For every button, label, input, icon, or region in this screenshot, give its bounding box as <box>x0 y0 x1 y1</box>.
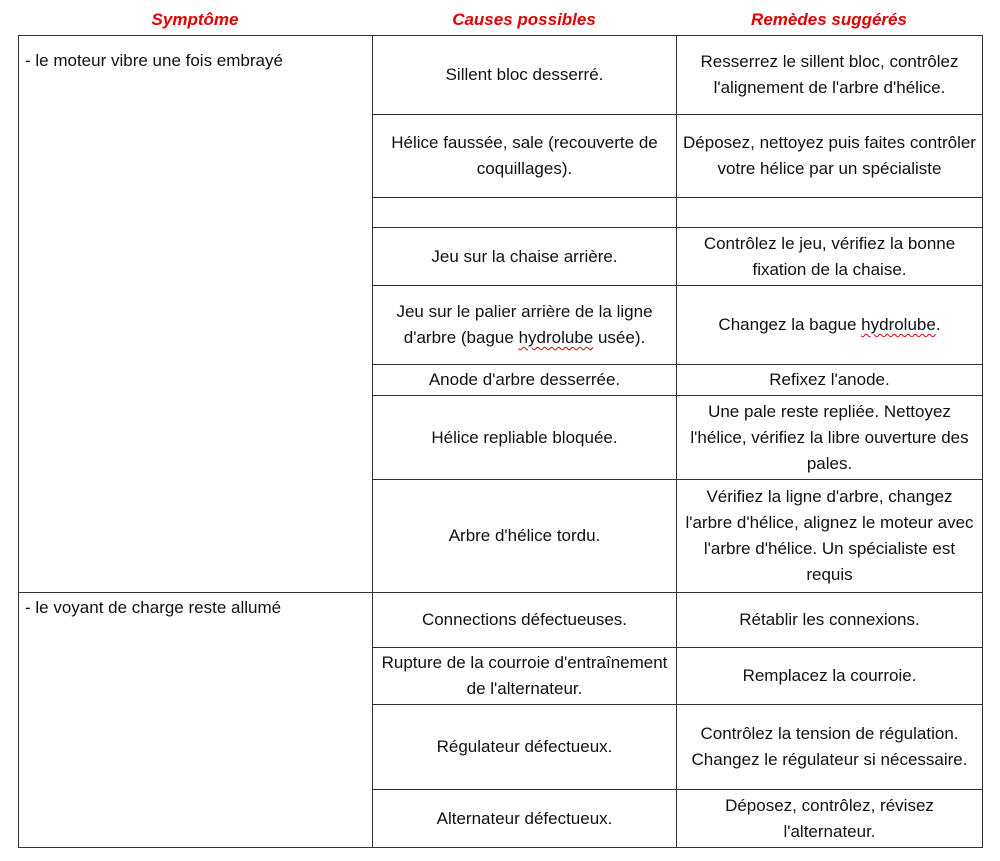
troubleshooting-table <box>18 35 983 848</box>
table-row <box>19 36 983 115</box>
cause-cell <box>373 198 677 228</box>
cause-cell: Alternateur défectueux. <box>373 790 677 848</box>
remedy-cell <box>677 198 983 228</box>
symptom-text: - le voyant de charge reste allumé <box>25 598 282 617</box>
cause-cell: Connections défectueuses. <box>373 593 677 648</box>
cause-cell <box>373 286 677 365</box>
header-remedies: Remèdes suggérés <box>751 10 907 29</box>
header-symptom: Symptôme <box>151 10 239 29</box>
remedy-cell: Contrôlez le jeu, vérifiez la bonne fixation de la chaise. <box>677 228 983 286</box>
spellcheck-word: hydrolube <box>861 315 936 334</box>
remedy-cell: Une pale reste repliée. Nettoyez l'hélice, vérifiez la libre ouverture des pales. <box>677 396 983 480</box>
remedy-cell: Refixez l'anode. <box>677 365 983 396</box>
spellcheck-word: hydrolube <box>518 328 594 347</box>
remedy-cell: Remplacez la courroie. <box>677 648 983 705</box>
symptom-cell <box>19 593 373 848</box>
cause-cell: Régulateur défectueux. <box>373 705 677 790</box>
remedy-cell: Rétablir les connexions. <box>677 593 983 648</box>
cause-cell: Rupture de la courroie d'entraînement de l'alternateur. <box>373 648 677 705</box>
cause-text: Jeu sur le palier arrière de la ligne d'arbre (bague <box>396 302 653 347</box>
symptom-text: - le moteur vibre une fois embrayé <box>25 51 283 70</box>
remedy-cell: Vérifiez la ligne d'arbre, changez l'arbre d'hélice, alignez le moteur avec l'arbre d'hélice. Un spécialiste est requis <box>677 480 983 593</box>
remedy-cell: Contrôlez la tension de régulation. Changez le régulateur si nécessaire. <box>677 705 983 790</box>
cause-cell: Hélice faussée, sale (recouverte de coquillages). <box>373 115 677 198</box>
header-causes: Causes possibles <box>452 10 596 29</box>
remedy-cell: Resserrez le sillent bloc, contrôlez l'alignement de l'arbre d'hélice. <box>677 36 983 115</box>
cause-text: usée). <box>593 328 646 347</box>
cause-cell: Jeu sur la chaise arrière. <box>373 228 677 286</box>
remedy-cell <box>677 286 983 365</box>
symptom-cell <box>19 36 373 593</box>
remedy-text: Changez la bague <box>718 315 862 334</box>
cause-cell: Arbre d'hélice tordu. <box>373 480 677 593</box>
remedy-cell: Déposez, contrôlez, révisez l'alternateur. <box>677 790 983 848</box>
cause-cell: Hélice repliable bloquée. <box>373 396 677 480</box>
remedy-text: . <box>935 315 941 334</box>
table-row <box>19 593 983 648</box>
remedy-cell: Déposez, nettoyez puis faites contrôler votre hélice par un spécialiste <box>677 115 983 198</box>
cause-cell: Sillent bloc desserré. <box>373 36 677 115</box>
cause-cell: Anode d'arbre desserrée. <box>373 365 677 396</box>
